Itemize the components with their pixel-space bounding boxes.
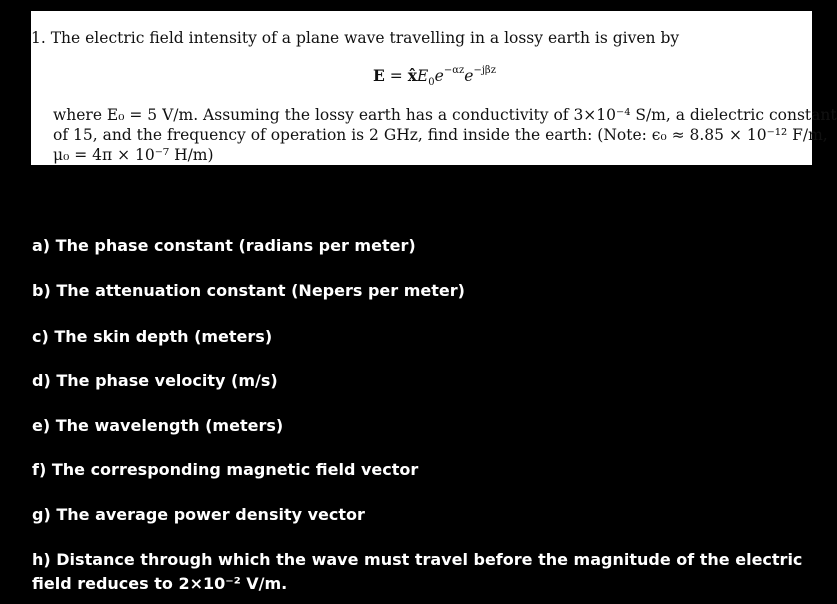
equation-unit-vector: x̂ <box>407 66 417 85</box>
question-e: e) The wavelength (meters) <box>32 416 284 435</box>
equation-exponent-1: −αz <box>443 64 465 76</box>
equation-exp-base-2: e <box>464 67 474 85</box>
equation-amplitude: E <box>416 67 429 85</box>
equation-lhs: E <box>373 66 385 85</box>
problem-body <box>53 105 837 165</box>
problem-line-3: μ₀ = 4π × 10⁻⁷ H/m) <box>53 146 214 164</box>
equation-equals: = <box>384 67 408 85</box>
electric-field-equation <box>31 66 812 93</box>
equation-exp-base-1: e <box>434 67 444 85</box>
question-f: f) The corresponding magnetic field vector <box>32 460 419 479</box>
question-c: c) The skin depth (meters) <box>32 327 273 346</box>
question-b: b) The attenuation constant (Nepers per meter) <box>32 281 465 300</box>
problem-line-2: of 15, and the frequency of operation is 2 GHz, find inside the earth: (Note: ϵ₀ ≈ 8.85 × 10⁻¹² F/m, <box>53 126 828 144</box>
equation-amplitude-sub: 0 <box>428 77 435 89</box>
question-d: d) The phase velocity (m/s) <box>32 371 278 390</box>
problem-statement <box>31 11 837 165</box>
equation-exponent-2: −jβz <box>473 64 496 76</box>
question-h: h) Distance through which the wave must travel before the magnitude of the electric field reduces to 2×10⁻² V/m. <box>32 550 803 593</box>
question-a: a) The phase constant (radians per meter) <box>32 236 416 255</box>
problem-line-1: where E₀ = 5 V/m. Assuming the lossy earth has a conductivity of 3×10⁻⁴ S/m, a dielectric constant <box>53 106 837 124</box>
problem-intro: 1. The electric field intensity of a plane wave travelling in a lossy earth is given by <box>31 29 680 47</box>
question-g: g) The average power density vector <box>32 505 365 524</box>
